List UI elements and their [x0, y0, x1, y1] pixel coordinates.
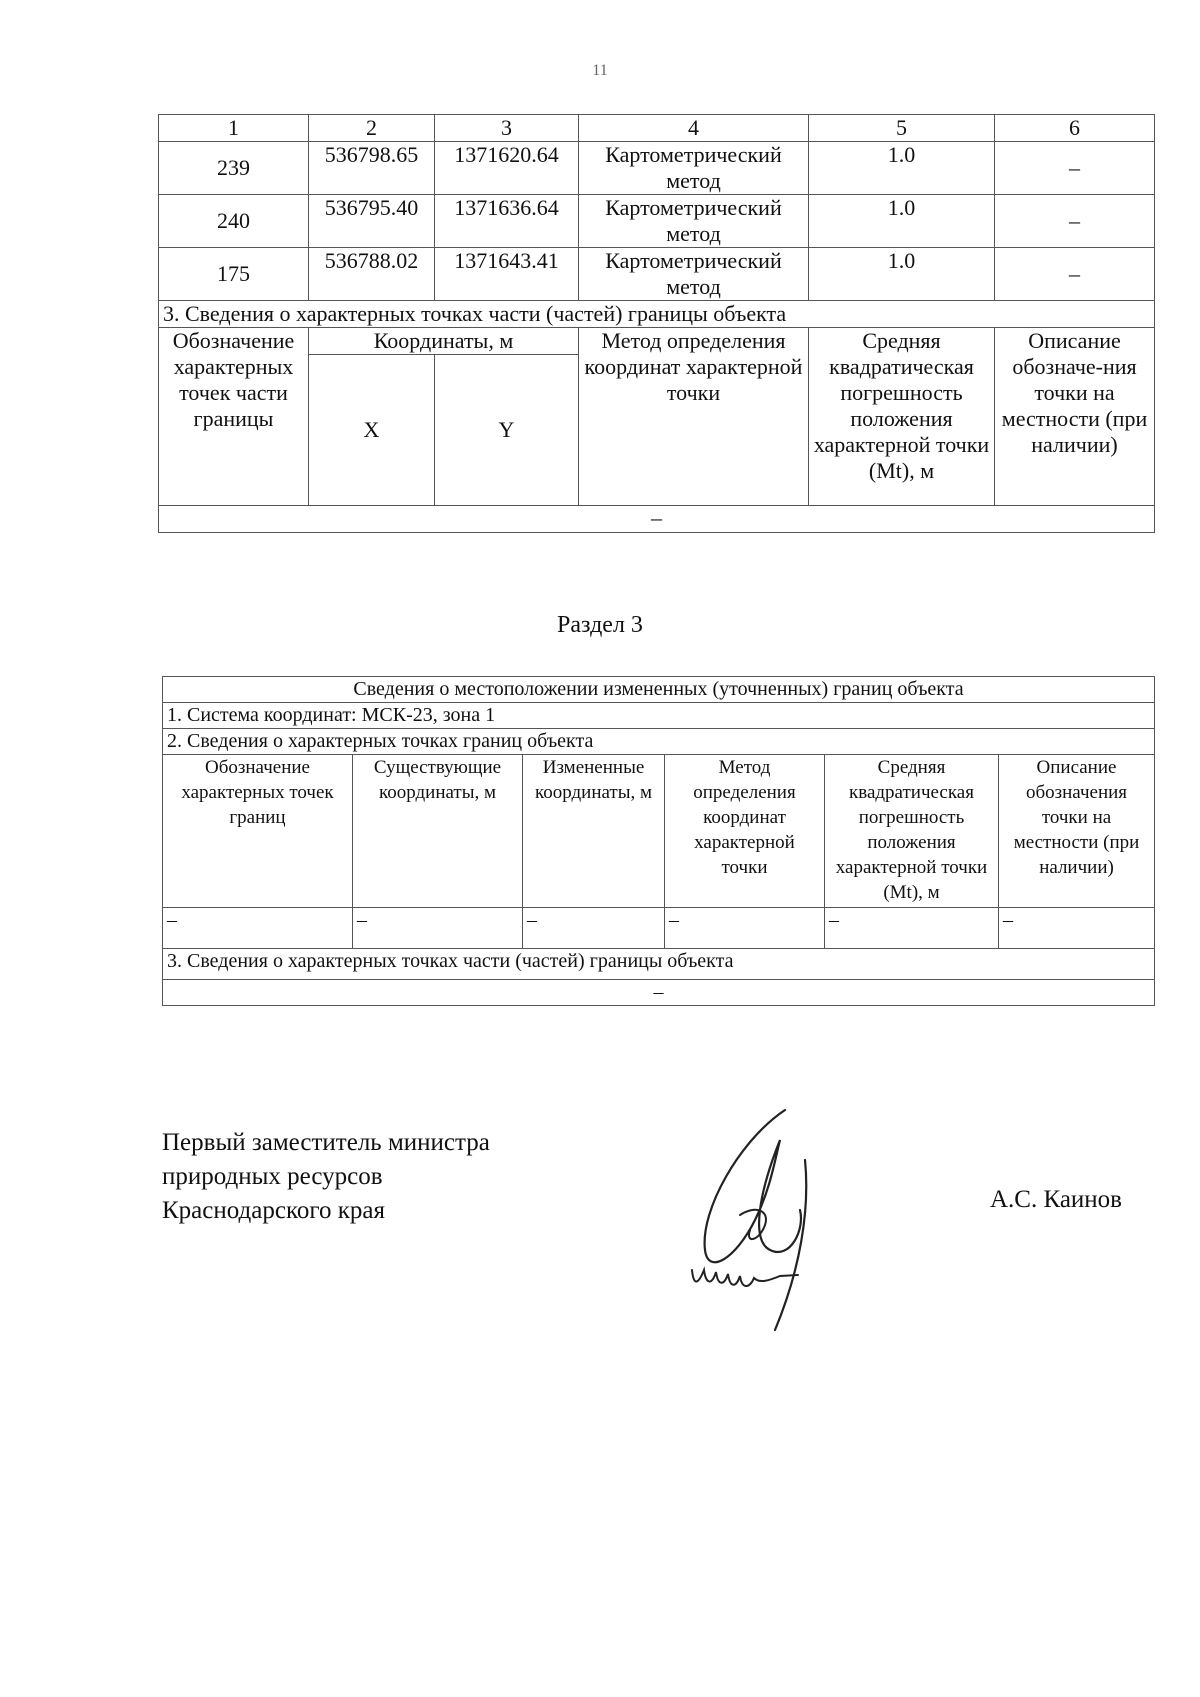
header-y: Y	[435, 355, 579, 506]
description: –	[995, 248, 1155, 301]
table-row	[159, 195, 1155, 248]
coord-x: 536798.65	[309, 142, 435, 195]
empty-dash: –	[999, 908, 1155, 949]
empty-dash: –	[665, 908, 825, 949]
table-row	[159, 142, 1155, 195]
method: Картометрический метод	[579, 195, 809, 248]
signatory-position	[162, 1126, 490, 1228]
position-line: природных ресурсов	[162, 1163, 383, 1190]
header-changed: Измененные координаты, м	[523, 755, 665, 908]
header-point: Обозначение характерных точек части границы	[159, 328, 309, 506]
part-section-title: 3. Сведения о характерных точках части (частей) границы объекта	[159, 301, 1155, 328]
coord-system-row	[163, 703, 1155, 729]
header-accuracy: Средняя квадратическая погрешность положения характерной точки (Mt), м	[809, 328, 995, 506]
empty-dash: –	[159, 506, 1155, 533]
header-point: Обозначение характерных точек границ	[163, 755, 353, 908]
points-title-row	[163, 729, 1155, 755]
empty-dash: –	[825, 908, 999, 949]
empty-dash: –	[353, 908, 523, 949]
header-x: X	[309, 355, 435, 506]
empty-row	[163, 908, 1155, 949]
header-row	[159, 328, 1155, 355]
header-description: Описание обозначе-ния точки на местности (при наличии)	[995, 328, 1155, 506]
coord-x: 536795.40	[309, 195, 435, 248]
part-section-row	[159, 301, 1155, 328]
changed-boundaries-table	[162, 676, 1155, 1006]
accuracy: 1.0	[809, 195, 995, 248]
col-number: 2	[309, 115, 435, 142]
method: Картометрический метод	[579, 142, 809, 195]
coord-y: 1371643.41	[435, 248, 579, 301]
header-description: Описание обозначения точки на местности (при наличии)	[999, 755, 1155, 908]
coord-y: 1371620.64	[435, 142, 579, 195]
table-title: Сведения о местоположении измененных (уточненных) границ объекта	[163, 677, 1155, 703]
col-number: 1	[159, 115, 309, 142]
part-empty-row	[163, 980, 1155, 1006]
section-title: Раздел 3	[557, 612, 643, 638]
table-row	[159, 248, 1155, 301]
coord-x: 536788.02	[309, 248, 435, 301]
position-line: Краснодарского края	[162, 1197, 385, 1224]
point-id: 239	[159, 142, 309, 195]
col-number: 4	[579, 115, 809, 142]
empty-dash: –	[523, 908, 665, 949]
position-line: Первый заместитель министра	[162, 1129, 490, 1156]
page-number: 11	[592, 62, 608, 79]
part-empty-dash: –	[163, 980, 1155, 1006]
empty-dash: –	[163, 908, 353, 949]
description: –	[995, 142, 1155, 195]
header-existing: Существующие координаты, м	[353, 755, 523, 908]
point-id: 240	[159, 195, 309, 248]
boundary-points-table	[158, 114, 1155, 533]
description: –	[995, 195, 1155, 248]
part-section-title: 3. Сведения о характерных точках части (частей) границы объекта	[163, 949, 1155, 980]
coord-system: 1. Система координат: МСК-23, зона 1	[163, 703, 1155, 729]
header-accuracy: Средняя квадратическая погрешность положения характерной точки (Mt), м	[825, 755, 999, 908]
points-title: 2. Сведения о характерных точках границ объекта	[163, 729, 1155, 755]
method: Картометрический метод	[579, 248, 809, 301]
title-row	[163, 677, 1155, 703]
header-method: Метод определения координат характерной точки	[665, 755, 825, 908]
accuracy: 1.0	[809, 248, 995, 301]
header-method: Метод определения координат характерной точки	[579, 328, 809, 506]
empty-row	[159, 506, 1155, 533]
coord-y: 1371636.64	[435, 195, 579, 248]
header-coords: Координаты, м	[309, 328, 579, 355]
header-row	[163, 755, 1155, 908]
signer-name: А.С. Каинов	[990, 1186, 1122, 1213]
column-number-row	[159, 115, 1155, 142]
accuracy: 1.0	[809, 142, 995, 195]
col-number: 5	[809, 115, 995, 142]
point-id: 175	[159, 248, 309, 301]
col-number: 3	[435, 115, 579, 142]
col-number: 6	[995, 115, 1155, 142]
handwritten-signature-icon	[680, 1100, 850, 1340]
part-section-row	[163, 949, 1155, 980]
